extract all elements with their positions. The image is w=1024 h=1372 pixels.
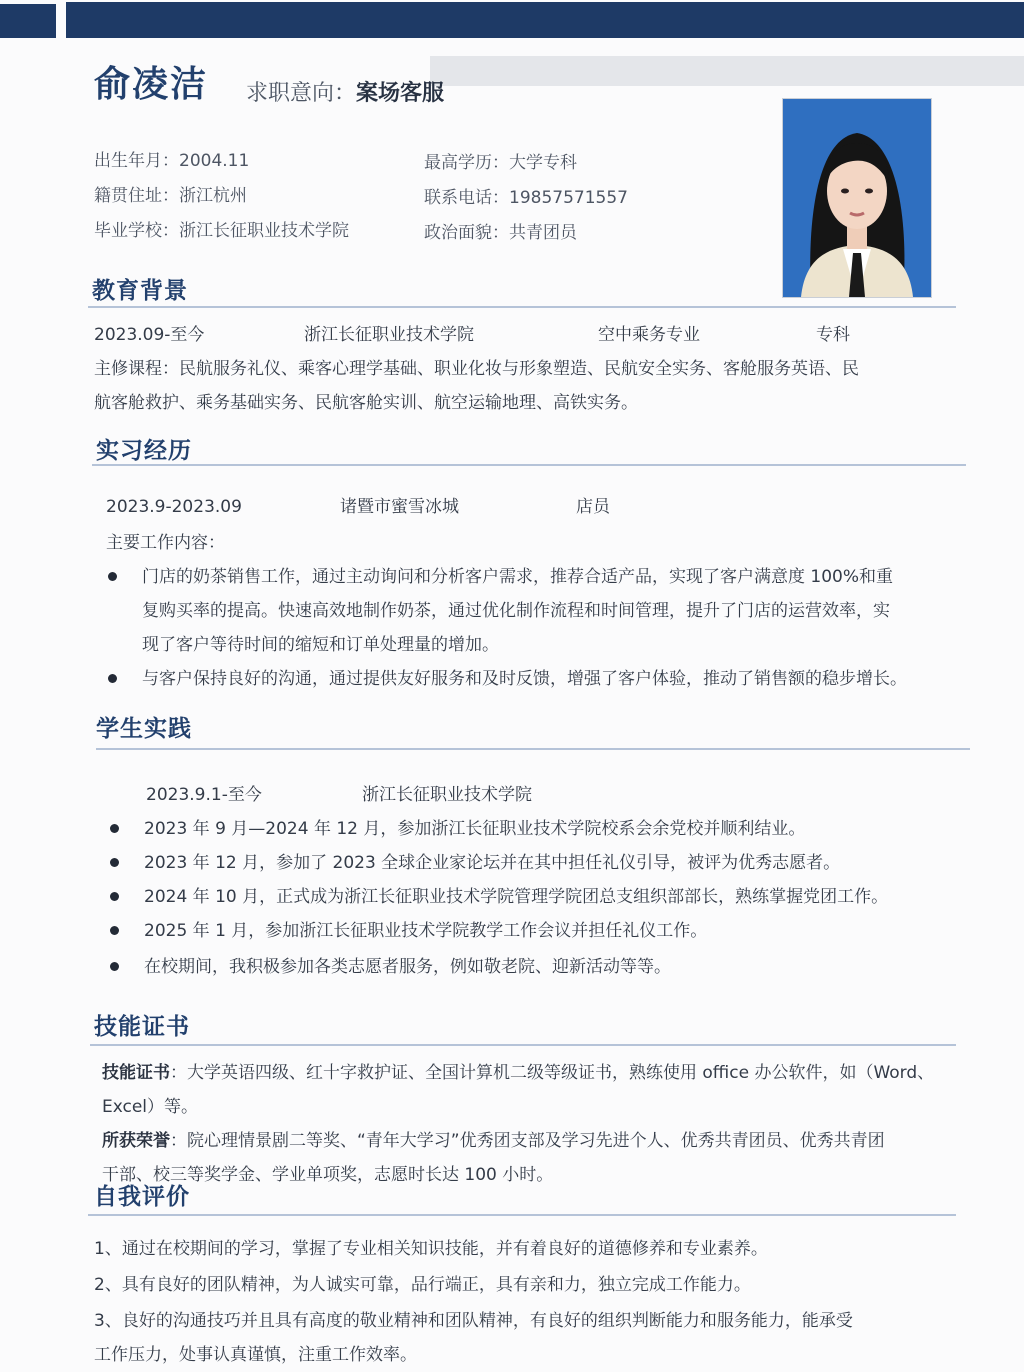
skills-cert-line: Excel）等。 — [102, 1097, 199, 1117]
practice-item: 2023 年 9 月—2024 年 12 月，参加浙江长征职业技术学院校系会余党校并顺利结业。 — [144, 819, 806, 839]
job-intent — [246, 76, 444, 107]
info-phone: 联系电话：19857571557 — [424, 188, 628, 208]
skills-honor-text: ：院心理情景剧二等奖、“青年大学习”优秀团支部及学习先进个人、优秀共青团员、优秀共青团 — [170, 1131, 885, 1151]
intern-period: 2023.9-2023.09 — [106, 497, 242, 517]
practice-item: 2023 年 12 月，参加了 2023 全球企业家论坛并在其中担任礼仪引导，被评为优秀志愿者。 — [144, 853, 841, 873]
edu-courses-line: 航客舱救护、乘务基础实务、民航客舱实训、航空运输地理、高铁实务。 — [94, 393, 638, 413]
bullet-dot — [108, 572, 117, 581]
profile-photo — [782, 98, 932, 298]
skills-honor-label: 所获荣誉 — [102, 1131, 170, 1151]
edu-courses-line: 主修课程：民航服务礼仪、乘客心理学基础、职业化妆与形象塑造、民航安全实务、客舱服务英语、民 — [94, 359, 859, 379]
practice-item: 2025 年 1 月，参加浙江长征职业技术学院教学工作会议并担任礼仪工作。 — [144, 921, 708, 941]
skills-honor-line: 干部、校三等奖学金、学业单项奖，志愿时长达 100 小时。 — [102, 1165, 554, 1185]
portrait-illustration — [783, 99, 931, 297]
edu-period: 2023.09-至今 — [94, 325, 205, 345]
intern-item-line: 现了客户等待时间的缩短和订单处理量的增加。 — [142, 635, 499, 655]
intern-company: 诸暨市蜜雪冰城 — [340, 497, 459, 517]
info-politics: 政治面貌：共青团员 — [424, 223, 577, 243]
edu-major: 空中乘务专业 — [598, 325, 700, 345]
section-title-practice: 学生实践 — [96, 716, 192, 742]
evaluation-line: 3、良好的沟通技巧并且具有高度的敬业精神和团队精神，有良好的组织判断能力和服务能力，能承受 — [94, 1311, 853, 1331]
section-divider — [88, 1214, 956, 1216]
job-intent-value: 案场客服 — [356, 81, 445, 106]
intern-role: 店员 — [576, 497, 610, 517]
practice-period: 2023.9.1-至今 — [146, 785, 262, 805]
info-birth: 出生年月：2004.11 — [94, 151, 250, 171]
skills-cert-text: ：大学英语四级、红十字救护证、全国计算机二级等级证书，熟练使用 office 办公软件，如（Word、 — [170, 1063, 935, 1083]
section-divider — [88, 306, 956, 308]
section-title-internship: 实习经历 — [96, 438, 192, 464]
evaluation-line: 工作压力，处事认真谨慎，注重工作效率。 — [94, 1345, 417, 1365]
practice-item: 在校期间，我积极参加各类志愿者服务，例如敬老院、迎新活动等等。 — [144, 957, 671, 977]
evaluation-line: 1、通过在校期间的学习，掌握了专业相关知识技能，并有着良好的道德修养和专业素养。 — [94, 1239, 768, 1259]
evaluation-line: 2、具有良好的团队精神，为人诚实可靠，品行端正，具有亲和力，独立完成工作能力。 — [94, 1275, 751, 1295]
header-grey-band — [430, 56, 1024, 86]
practice-item: 2024 年 10 月，正式成为浙江长征职业技术学院管理学院团总支组织部部长，熟练掌握党团工作。 — [144, 887, 889, 907]
header-bar-left — [0, 4, 56, 38]
intern-content-label: 主要工作内容： — [106, 533, 225, 553]
edu-school: 浙江长征职业技术学院 — [304, 325, 474, 345]
info-degree: 最高学历：大学专科 — [424, 153, 577, 173]
bullet-dot — [108, 674, 117, 683]
info-native: 籍贯住址：浙江杭州 — [94, 186, 247, 206]
bullet-dot — [110, 926, 119, 935]
edu-level: 专科 — [816, 325, 850, 345]
bullet-dot — [110, 824, 119, 833]
bullet-dot — [110, 858, 119, 867]
header-bar-right — [66, 2, 1024, 38]
section-title-skills: 技能证书 — [94, 1014, 190, 1040]
section-divider — [96, 748, 970, 750]
bullet-dot — [110, 962, 119, 971]
info-school: 毕业学校：浙江长征职业技术学院 — [94, 221, 349, 241]
intern-item-line: 复购买率的提高。快速高效地制作奶茶，通过优化制作流程和时间管理，提升了门店的运营效率，实 — [142, 601, 890, 621]
section-title-evaluation: 自我评价 — [94, 1184, 190, 1210]
intern-item-line: 门店的奶茶销售工作，通过主动询问和分析客户需求，推荐合适产品，实现了客户满意度 100%和重 — [142, 567, 894, 587]
job-intent-label: 求职意向： — [246, 81, 357, 106]
section-divider — [92, 464, 966, 466]
practice-org: 浙江长征职业技术学院 — [362, 785, 532, 805]
skills-cert-label: 技能证书 — [102, 1063, 170, 1083]
section-divider — [90, 1044, 956, 1046]
intern-item-line: 与客户保持良好的沟通，通过提供友好服务和及时反馈，增强了客户体验，推动了销售额的稳步增长。 — [142, 669, 907, 689]
candidate-name: 俞凌洁 — [94, 64, 209, 105]
skills-cert-line — [102, 1056, 934, 1090]
bullet-dot — [110, 892, 119, 901]
section-title-education: 教育背景 — [92, 278, 188, 304]
skills-honor-line — [102, 1124, 885, 1158]
